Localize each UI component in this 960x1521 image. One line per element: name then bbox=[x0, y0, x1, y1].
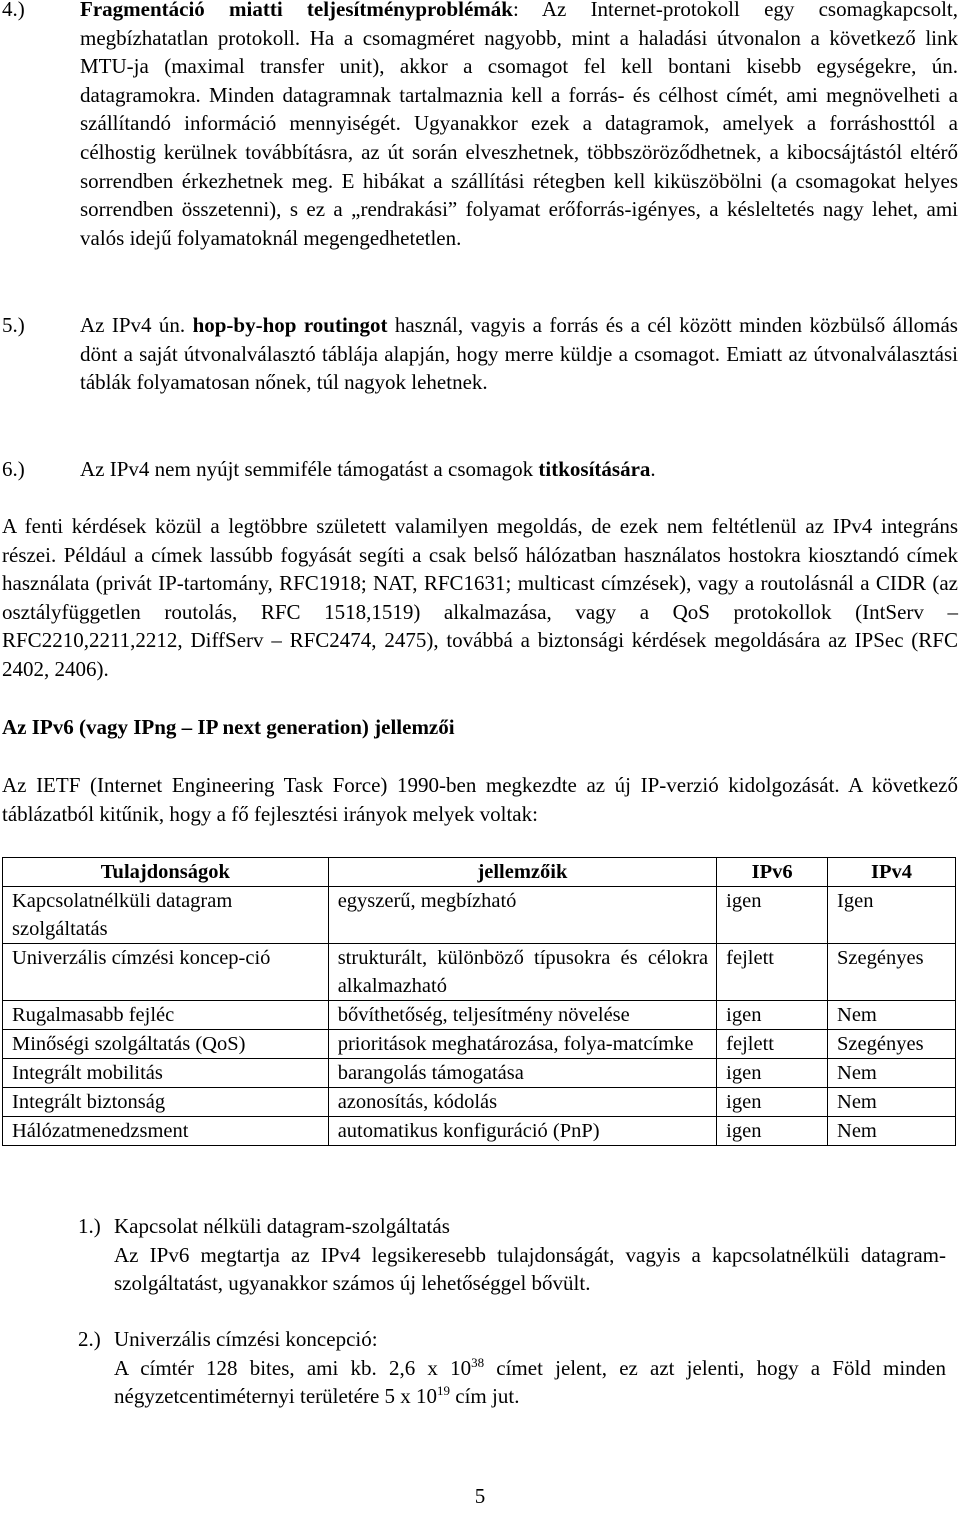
item-5-text-before: Az IPv4 ún. bbox=[80, 313, 193, 337]
table-cell: bővíthetőség, teljesítmény növelése bbox=[328, 1001, 716, 1030]
intro-paragraph: Az IETF (Internet Engineering Task Force) 1990-ben megkezdte az új IP-verzió kidolgozását. A következő táblázatból kitűnik, hogy a fő fejlesztési irányok melyek voltak: bbox=[2, 773, 958, 826]
list-item-2 bbox=[78, 1325, 946, 1411]
list-item-1-title: Kapcsolat nélküli datagram-szolgáltatás bbox=[114, 1214, 450, 1238]
list-item-2-text-a: A címtér 128 bites, ami kb. 2,6 x 10 bbox=[114, 1355, 472, 1380]
table-cell: prioritások meghatározása, folya-matcímke bbox=[328, 1030, 716, 1059]
table-cell: igen bbox=[717, 1088, 828, 1117]
list-item-2-text-b: címet jelent, ez azt jelenti, hogy a Föld minden négyzetcentiméternyi területére 5 x 10 bbox=[114, 1355, 947, 1409]
table-cell: Nem bbox=[828, 1088, 956, 1117]
table-row bbox=[3, 1059, 956, 1088]
list-item-2-number: 2.) bbox=[78, 1327, 101, 1351]
list-item-1-number: 1.) bbox=[78, 1214, 101, 1238]
exponent-19: 19 bbox=[437, 1383, 451, 1399]
exponent-38: 38 bbox=[471, 1354, 485, 1370]
item-4-paragraph bbox=[2, 0, 958, 252]
item-4-number: 4.) bbox=[2, 0, 25, 21]
table-row bbox=[3, 1030, 956, 1059]
item-4-text: : Az Internet-protokoll egy csomagkapcsolt, megbízhatatlan protokoll. Ha a csomagméret nagyobb, mint a haladási útvonalon a következő link MTU-ja (maximal transfer unit), akkor a csomagot fel kell bontani kisebb egységekre, ún. datagramokra. Minden datagramnak tartalmaznia kell a forrás- és célhost címét, ami megnövelheti a szállítandó információ mennyiségét. Ugyanakkor ezek a datagramok, amelyek a forráshosttól a célhostig kerülnek továbbításra, az út során elveszhetnek, többszöröződhetnek, a kibocsájtástól eltérő sorrendben érkezhetnek meg. E hibákat a szállítási rétegben kell kiküszöbölni (a csomagokat helyes sorrendben összetenni), s ez a „rendrakási” folyamat erőforrás-igényes, a késleltetés nagy lehet, ami valós idejű folyamatoknál megengedhetetlen. bbox=[80, 0, 958, 250]
table-row bbox=[3, 1088, 956, 1117]
table-cell: azonosítás, kódolás bbox=[328, 1088, 716, 1117]
summary-paragraph: A fenti kérdések közül a legtöbbre született valamilyen megoldás, de ezek nem feltétlenül az IPv4 integráns részei. Például a címek lassúbb fogyását segíti a csak belső hálózatban használatos hostokra kiosztandó címek használata (privát IP-tartomány, RFC1918; NAT, RFC1631; multicast címzések), vagy a routolásnál a CIDR (az osztályfüggetlen routolás, RFC 1518,1519) alkalmazása, vagy a QoS protokollok (IntServ – RFC2210,2211,2212, DiffServ – RFC2474, 2475), továbbá a biztonsági kérdések megoldására az IPSec (RFC 2402, 2406). bbox=[2, 514, 958, 681]
table-cell: Szegényes bbox=[828, 1030, 956, 1059]
table-cell: barangolás támogatása bbox=[328, 1059, 716, 1088]
table-cell: automatikus konfiguráció (PnP) bbox=[328, 1117, 716, 1146]
list-item-2-title: Univerzális címzési koncepció: bbox=[114, 1327, 378, 1351]
table-row bbox=[3, 944, 956, 1001]
table-row bbox=[3, 1001, 956, 1030]
table-header-cell: Tulajdonságok bbox=[3, 858, 329, 887]
features-table bbox=[2, 857, 956, 1146]
list-item-2-text-c: cím jut. bbox=[450, 1384, 520, 1409]
table-row bbox=[3, 1117, 956, 1146]
table-cell: igen bbox=[717, 887, 828, 944]
item-6-text-after: . bbox=[650, 457, 656, 481]
table-cell: Rugalmasabb fejléc bbox=[3, 1001, 329, 1030]
item-5-number: 5.) bbox=[2, 313, 25, 337]
table-cell: Integrált biztonság bbox=[3, 1088, 329, 1117]
table-header-cell: IPv6 bbox=[717, 858, 828, 887]
list-item-1 bbox=[78, 1212, 946, 1298]
page-number: 5 bbox=[474, 1484, 486, 1508]
table-cell: Nem bbox=[828, 1059, 956, 1088]
item-5-text-after: használ, vagyis a forrás és a cél között minden közbülső állomás dönt a saját útvonalválasztó táblája alapján, hogy merre küldje a csomagot. Emiatt az útvonalválasztási táblák folyamatosan nőnek, túl nagyok lehetnek. bbox=[80, 313, 958, 395]
table-cell: igen bbox=[717, 1117, 828, 1146]
table-cell: fejlett bbox=[717, 1030, 828, 1059]
table-cell: Nem bbox=[828, 1117, 956, 1146]
table-cell: Integrált mobilitás bbox=[3, 1059, 329, 1088]
table-header-row bbox=[3, 858, 956, 887]
item-4-title: Fragmentáció miatti teljesítményproblémák bbox=[80, 0, 513, 21]
table-cell: Univerzális címzési koncep-ció bbox=[3, 944, 329, 1001]
list-item-2-text bbox=[114, 1354, 946, 1411]
table-cell: strukturált, különböző típusokra és célokra alkalmazható bbox=[328, 944, 716, 1001]
item-6-paragraph bbox=[2, 455, 958, 484]
item-5-bold: hop-by-hop routingot bbox=[192, 313, 388, 337]
table-cell: Nem bbox=[828, 1001, 956, 1030]
table-cell: Hálózatmenedzsment bbox=[3, 1117, 329, 1146]
list-item-1-text: Az IPv6 megtartja az IPv4 legsikeresebb tulajdonságát, vagyis a kapcsolatnélküli datagram-szolgáltatást, ugyanakkor számos új lehetőséggel bővült. bbox=[114, 1242, 946, 1296]
table-header-cell: IPv4 bbox=[828, 858, 956, 887]
section-heading: Az IPv6 (vagy IPng – IP next generation) jellemzői bbox=[2, 715, 455, 739]
table-cell: Szegényes bbox=[828, 944, 956, 1001]
table-header-cell: jellemzőik bbox=[328, 858, 716, 887]
item-6-bold: titkosítására bbox=[538, 457, 651, 481]
table-cell: igen bbox=[717, 1001, 828, 1030]
item-6-number: 6.) bbox=[2, 457, 25, 481]
table-cell: Minőségi szolgáltatás (QoS) bbox=[3, 1030, 329, 1059]
table-cell: Igen bbox=[828, 887, 956, 944]
table-cell: egyszerű, megbízható bbox=[328, 887, 716, 944]
item-6-text-before: Az IPv4 nem nyújt semmiféle támogatást a csomagok bbox=[80, 457, 539, 481]
item-5-paragraph bbox=[2, 311, 958, 397]
table-row bbox=[3, 887, 956, 944]
table-cell: igen bbox=[717, 1059, 828, 1088]
table-cell: Kapcsolatnélküli datagram szolgáltatás bbox=[3, 887, 329, 944]
table-cell: fejlett bbox=[717, 944, 828, 1001]
